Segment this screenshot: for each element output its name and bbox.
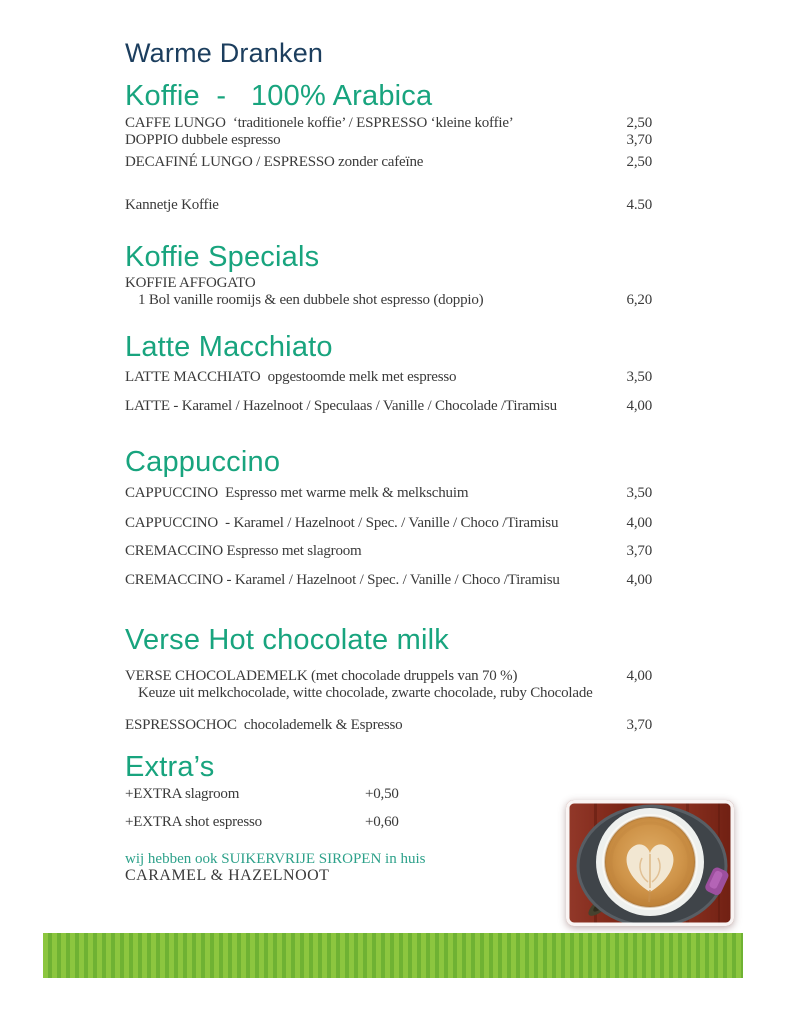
menu-item-row xyxy=(125,685,652,702)
menu-item-row xyxy=(125,275,652,292)
menu-item-text: CAPPUCCINO Espresso met warme melk & melkschuim xyxy=(125,485,469,501)
section-heading-hot-chocolate: Verse Hot chocolate milk xyxy=(125,624,449,656)
menu-content xyxy=(125,38,652,884)
page-title: Warme Dranken xyxy=(125,38,324,68)
sugar-free-syrups-note: wij hebben ook SUIKERVRIJE SIROPEN in huis xyxy=(125,850,426,867)
menu-item-text: ESPRESSOCHOC chocolademelk & Espresso xyxy=(125,717,403,733)
menu-item-text: DOPPIO dubbele espresso xyxy=(125,131,281,148)
menu-item-text: KOFFIE AFFOGATO xyxy=(125,275,256,291)
section-heading-cappuccino: Cappuccino xyxy=(125,446,281,478)
menu-item-price: +0,60 xyxy=(365,814,399,830)
menu-item-text: LATTE MACCHIATO opgestoomde melk met espresso xyxy=(125,369,457,385)
menu-item-row xyxy=(125,292,652,309)
menu-item-row xyxy=(125,543,652,560)
menu-item-price: 4.50 xyxy=(626,196,652,213)
menu-item-row xyxy=(125,154,652,171)
menu-item-text: CAFFE LUNGO ‘traditionele koffie’ / ESPRESSO ‘kleine koffie’ xyxy=(125,115,514,131)
menu-item-row xyxy=(125,485,652,502)
menu-item-text: CREMACCINO Espresso met slagroom xyxy=(125,543,362,559)
menu-item-text: LATTE - Karamel / Hazelnoot / Speculaas / Vanille / Chocolade /Tiramisu xyxy=(125,397,557,414)
menu-item-price: 6,20 xyxy=(626,291,652,308)
menu-item-row xyxy=(125,197,652,214)
menu-item-text: VERSE CHOCOLADEMELK (met chocolade druppels van 70 %) xyxy=(125,668,518,684)
menu-item-price: 4,00 xyxy=(626,397,652,414)
menu-item-price: 2,50 xyxy=(626,154,652,170)
menu-item-text: 1 Bol vanille roomijs & een dubbele shot espresso (doppio) xyxy=(138,291,484,308)
menu-item-text: DECAFINÉ LUNGO / ESPRESSO zonder cafeïne xyxy=(125,154,424,170)
menu-item-text: Keuze uit melkchocolade, witte chocolade, zwarte chocolade, ruby Chocolade xyxy=(138,684,593,701)
section-heading-koffie: Koffie - 100% Arabica xyxy=(125,80,433,112)
menu-item-price: 4,00 xyxy=(626,571,652,588)
menu-item-price: 4,00 xyxy=(626,514,652,531)
menu-item-price: 4,00 xyxy=(626,668,652,684)
menu-item-price: 3,70 xyxy=(626,717,652,733)
menu-item-row xyxy=(125,369,652,386)
section-heading-koffie-specials: Koffie Specials xyxy=(125,241,320,273)
striped-accent-bar xyxy=(43,933,743,978)
syrup-flavours-note: CARAMEL & HAZELNOOT xyxy=(125,867,330,884)
menu-item-row xyxy=(125,398,652,415)
menu-item-row xyxy=(125,668,652,685)
menu-item-price: 3,50 xyxy=(626,369,652,385)
latte-art-photo xyxy=(566,800,734,926)
menu-item-text: CREMACCINO - Karamel / Hazelnoot / Spec. / Vanille / Choco /Tiramisu xyxy=(125,571,560,588)
menu-item-price: +0,50 xyxy=(365,785,399,802)
menu-item-row xyxy=(125,115,652,132)
menu-item-price: 3,70 xyxy=(626,131,652,148)
menu-item-text: +EXTRA slagroom xyxy=(125,785,240,802)
menu-item-price: 2,50 xyxy=(626,115,652,131)
menu-item-row xyxy=(125,132,652,149)
menu-item-row xyxy=(125,572,652,589)
menu-item-text: Kannetje Koffie xyxy=(125,196,219,213)
menu-item-row xyxy=(125,717,652,734)
section-heading-latte-macchiato: Latte Macchiato xyxy=(125,331,333,363)
menu-item-row xyxy=(125,515,652,532)
menu-item-text: +EXTRA shot espresso xyxy=(125,814,262,830)
menu-item-price: 3,70 xyxy=(626,543,652,559)
menu-item-price: 3,50 xyxy=(626,485,652,501)
menu-item-text: CAPPUCCINO - Karamel / Hazelnoot / Spec. / Vanille / Choco /Tiramisu xyxy=(125,514,559,531)
coffee-cup-image xyxy=(566,800,734,926)
section-heading-extras: Extra’s xyxy=(125,750,215,783)
